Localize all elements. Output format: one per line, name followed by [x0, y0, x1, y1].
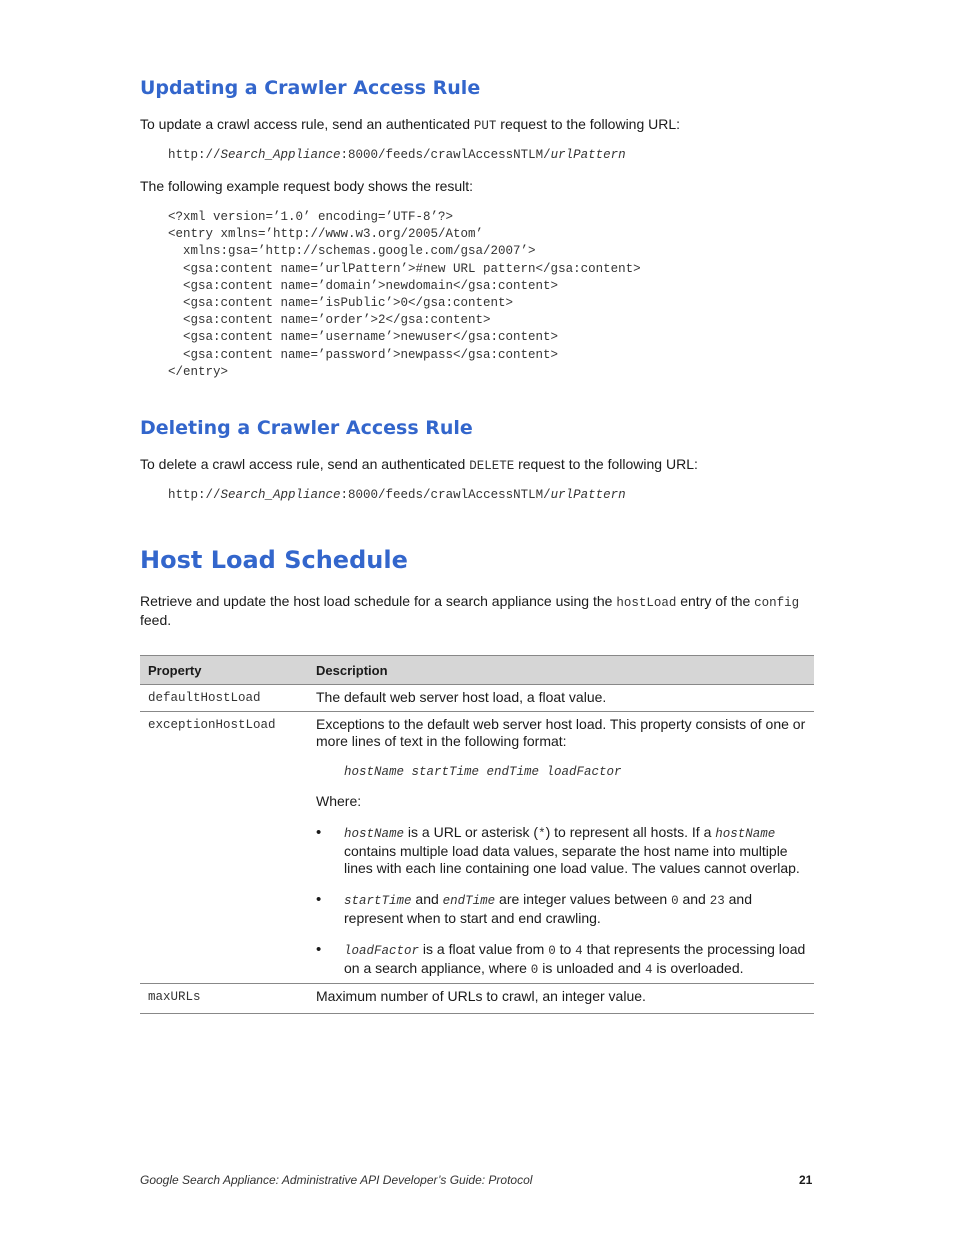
heading-deleting-rule: Deleting a Crawler Access Rule — [140, 417, 473, 439]
delete-intro — [140, 456, 814, 475]
code-four: 4 — [575, 944, 583, 958]
example-intro: The following example request body shows the result: — [140, 178, 474, 194]
code-starttime: startTime — [344, 894, 412, 908]
property-description: The default web server host load, a float value. — [308, 685, 814, 712]
bullet-text: is unloaded and — [538, 960, 645, 976]
code-asterisk: * — [538, 827, 546, 841]
col-header-description: Description — [308, 656, 814, 685]
code-hostname: hostName — [344, 827, 405, 841]
table-row — [140, 685, 814, 712]
bullet-text: are integer values between — [495, 891, 672, 907]
exception-desc: Exceptions to the default web server host load. This property consists of one or more lines of text in the following format: — [316, 716, 806, 749]
code-zero: 0 — [530, 963, 539, 977]
bullet-text: contains multiple load data values, separate the host name into multiple lines with each line containing one load value. The values cannot overlap. — [344, 843, 800, 876]
delete-method-code: DELETE — [469, 459, 515, 473]
bullet-text: is overloaded. — [652, 960, 744, 976]
bullet-text: and — [678, 891, 710, 907]
hostload-intro-text: Retrieve and update the host load schedule for a search appliance using the — [140, 593, 617, 609]
heading-host-load-schedule: Host Load Schedule — [140, 546, 408, 574]
update-method-code: PUT — [473, 119, 497, 133]
bullet-text: is a float value from — [419, 941, 549, 957]
table-header-row — [140, 656, 814, 685]
property-table — [140, 655, 814, 1014]
property-name: defaultHostLoad — [140, 685, 308, 712]
format-line: hostName startTime endTime loadFactor — [344, 765, 622, 779]
list-item — [316, 941, 806, 979]
bullet-text: that represents the processing load on a search appliance, where — [344, 941, 806, 976]
bullet-dot: • — [316, 891, 322, 908]
property-name: maxURLs — [140, 984, 308, 1014]
table-row — [140, 984, 814, 1014]
property-description: Maximum number of URLs to crawl, an integer value. — [308, 984, 814, 1014]
hostload-intro — [140, 593, 814, 629]
code-zero: 0 — [671, 894, 679, 908]
list-item — [316, 891, 806, 927]
hostload-code: hostLoad — [616, 596, 677, 610]
col-header-property: Property — [140, 656, 308, 685]
list-item — [316, 824, 806, 877]
bullet-text: is a URL or asterisk ( — [404, 824, 539, 840]
hostload-intro-mid: entry of the — [676, 593, 755, 609]
config-code: config — [754, 596, 800, 610]
update-intro — [140, 116, 814, 135]
bullet-text: to — [555, 941, 576, 957]
code-twentythree: 23 — [709, 894, 725, 908]
delete-intro-text-end: request to the following URL: — [514, 456, 698, 472]
property-description — [308, 712, 814, 984]
code-zero: 0 — [548, 944, 556, 958]
update-intro-text-end: request to the following URL: — [496, 116, 681, 132]
update-intro-text: To update a crawl access rule, send an authenticated — [140, 116, 474, 132]
where-label: Where: — [316, 793, 362, 809]
code-hostname: hostName — [715, 827, 776, 841]
update-url — [168, 148, 626, 162]
footer-page-number: 21 — [799, 1173, 813, 1187]
bullet-dot: • — [316, 941, 322, 958]
code-loadfactor: loadFactor — [344, 944, 420, 958]
url-path: :8000/feeds/crawlAccessNTLM/ — [340, 488, 551, 502]
bullet-text: and — [411, 891, 443, 907]
url-pattern: urlPattern — [550, 148, 626, 162]
url-pattern: urlPattern — [550, 488, 626, 502]
bullet-text: ) to represent all hosts. If a — [545, 824, 716, 840]
url-prefix: http:// — [168, 488, 221, 502]
hostload-intro-end: feed. — [140, 612, 172, 628]
footer-document-title: Google Search Appliance: Administrative API Developer’s Guide: Protocol — [140, 1173, 533, 1187]
code-four: 4 — [644, 963, 653, 977]
url-host: Search_Appliance — [220, 488, 341, 502]
url-path: :8000/feeds/crawlAccessNTLM/ — [340, 148, 551, 162]
url-prefix: http:// — [168, 148, 221, 162]
table-row — [140, 712, 814, 984]
bullet-dot: • — [316, 824, 322, 841]
code-endtime: endTime — [442, 894, 496, 908]
url-host: Search_Appliance — [220, 148, 341, 162]
example-code-block: <?xml version=’1.0’ encoding=’UTF-8’?> <entry xmlns=’http://www.w3.org/2005/Atom’ xmlns:gsa=’http://schemas.google.com/gsa/2007’> <gsa:content name=’urlPattern’>#new URL pattern</gsa:content> <gsa:content name=’domain’>newdomain</gsa:content> <gsa:content name=’isPublic’>0</gsa:content> <gsa:content name=’order’>2</gsa:content> <gsa:content name=’username’>newuser</gsa:content> <gsa:content name=’password’>newpass</gsa:content> </entry> — [168, 210, 641, 379]
delete-url — [168, 488, 626, 502]
delete-intro-text: To delete a crawl access rule, send an authenticated — [140, 456, 470, 472]
bullet-text: and represent when to start and end crawling. — [344, 891, 752, 926]
property-name: exceptionHostLoad — [140, 712, 308, 984]
heading-updating-rule: Updating a Crawler Access Rule — [140, 77, 481, 99]
